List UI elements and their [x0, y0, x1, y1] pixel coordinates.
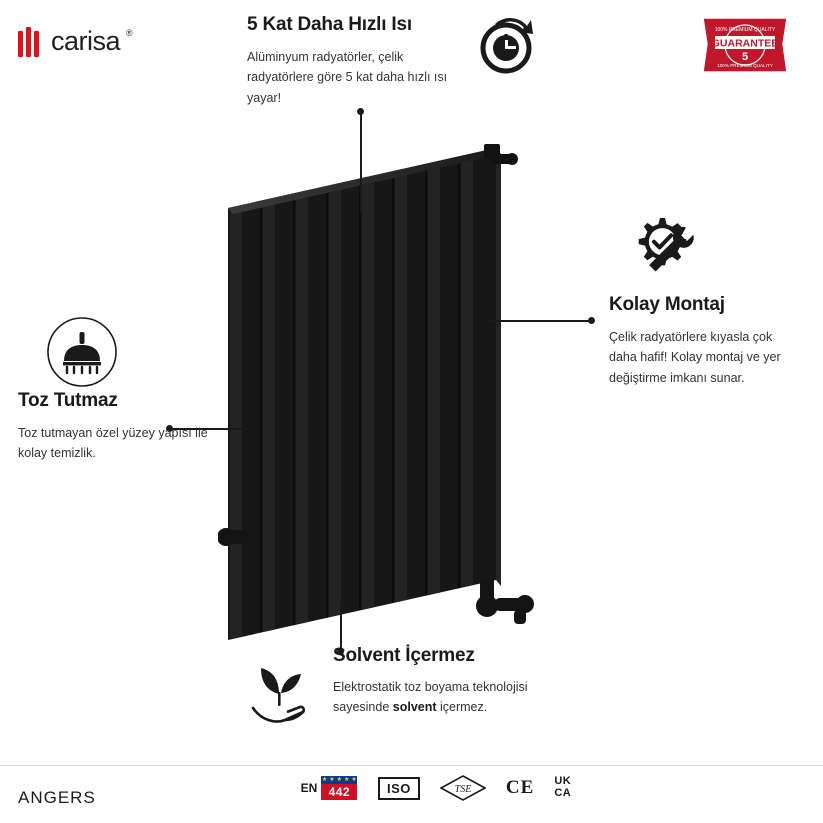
registered-mark: ® — [125, 28, 133, 38]
connector-solvent-free — [340, 600, 342, 650]
tse-certificate-icon — [440, 775, 486, 801]
solvent-body-after: içermez. — [436, 700, 488, 715]
guarantee-seal-icon — [697, 14, 793, 76]
solvent-body-before: Elektrostatik toz boyama teknolojisi sayesinde — [333, 680, 528, 715]
feature-dust-free-title: Toz Tutmaz — [18, 390, 118, 411]
cert-en-label: EN — [300, 781, 318, 795]
cert-en-stars: ★ ★ ★ ★ ★ — [321, 777, 357, 783]
feature-fast-heat — [247, 14, 462, 108]
certification-row — [300, 775, 571, 801]
feature-dust-free — [18, 390, 218, 464]
feature-solvent-free-body — [333, 677, 543, 718]
svg-text:100% PREMIUM QUALITY: 100% PREMIUM QUALITY — [717, 63, 773, 68]
connector-dot-fast-heat — [357, 108, 364, 115]
connector-fast-heat — [360, 112, 362, 212]
brand-name-text: carisa — [51, 26, 121, 56]
solvent-body-bold: solvent — [392, 700, 437, 715]
en-442-certificate-icon — [300, 776, 358, 800]
connector-easy-mount — [486, 320, 591, 322]
feature-easy-mount — [609, 294, 794, 388]
ukca-mark-icon — [554, 776, 571, 799]
feature-solvent-free — [333, 645, 543, 718]
feature-fast-heat-title: 5 Kat Daha Hızlı Isı — [247, 14, 412, 35]
feature-easy-mount-body: Çelik radyatörlere kıyasla çok daha hafif! Kolay montaj ve yer değiştirme imkanı sunar. — [609, 330, 781, 385]
footer-divider — [0, 765, 823, 766]
fast-clock-icon — [475, 12, 539, 76]
feature-easy-mount-title: Kolay Montaj — [609, 294, 725, 315]
cert-iso-label: ISO — [378, 777, 420, 800]
brand-name — [51, 26, 133, 57]
cert-ce-label: CE — [505, 777, 535, 798]
feature-dust-free-body: Toz tutmayan özel yüzey yapısı ile kolay temizlik. — [18, 426, 208, 461]
eco-plant-hand-icon — [245, 660, 313, 728]
ce-mark-icon — [506, 777, 534, 799]
iso-certificate-icon — [378, 777, 420, 800]
product-model-name: ANGERS — [18, 788, 96, 807]
cert-ukca-line2: CA — [554, 787, 572, 799]
aluminium-radiator-illustration — [218, 140, 548, 640]
feature-solvent-free-title: Solvent İçermez — [333, 645, 475, 666]
brand-logo — [18, 26, 133, 57]
cert-ukca-line1: UK — [554, 775, 572, 788]
svg-text:100% PREMIUM QUALITY: 100% PREMIUM QUALITY — [714, 27, 776, 33]
svg-text:GUARANTEE: GUARANTEE — [711, 37, 779, 50]
connector-dot-easy-mount — [588, 317, 595, 324]
feature-fast-heat-body: Alüminyum radyatörler, çelik radyatörlere göre 5 kat daha hızlı ısı yayar! — [247, 50, 448, 105]
dust-brush-icon — [46, 316, 118, 388]
gear-wrench-icon — [630, 216, 706, 284]
cert-en-number: 442 — [321, 784, 357, 800]
svg-text:TSE: TSE — [454, 784, 472, 795]
svg-text:5: 5 — [741, 51, 749, 63]
carisa-bars-logo-icon — [18, 27, 39, 57]
